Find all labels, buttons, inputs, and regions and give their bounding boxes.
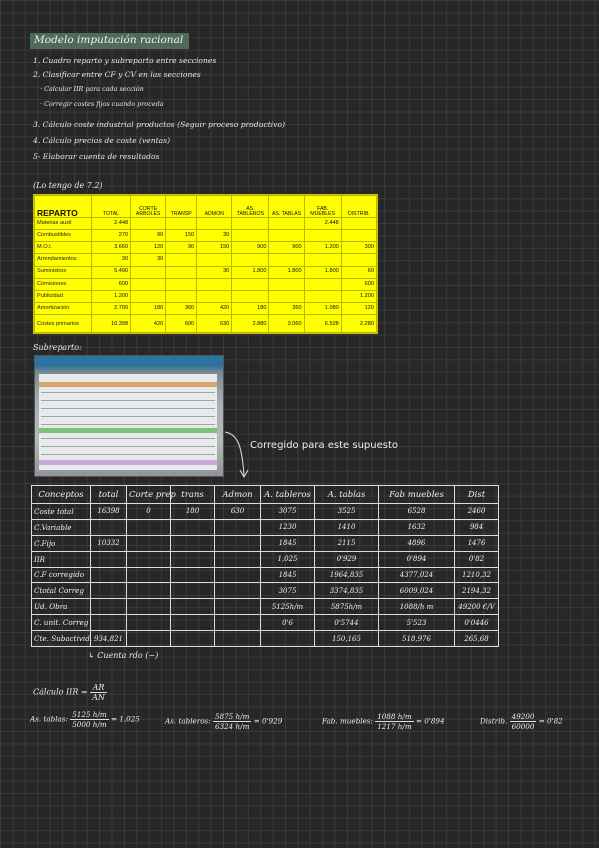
reparto-cell: 360 bbox=[166, 303, 197, 315]
reparto-row-label: Costes primarios bbox=[35, 315, 92, 333]
conceptos-cell: 0'929 bbox=[315, 551, 379, 567]
conceptos-cell: 2460 bbox=[455, 504, 499, 520]
calc-fab-muebles bbox=[322, 712, 445, 731]
subreparto-label: Subreparto: bbox=[33, 343, 82, 352]
conceptos-cell bbox=[171, 599, 215, 615]
reparto-cell bbox=[197, 254, 232, 266]
calc-num: 5125 h/m bbox=[72, 710, 107, 719]
conceptos-cell bbox=[171, 631, 215, 647]
conceptos-cell bbox=[171, 567, 215, 583]
conceptos-col-header: trans bbox=[171, 486, 215, 504]
conceptos-cell bbox=[91, 599, 127, 615]
conceptos-cell: 0'82 bbox=[455, 551, 499, 567]
conceptos-cell bbox=[261, 631, 315, 647]
conceptos-cell bbox=[171, 615, 215, 631]
reparto-cell: 600 bbox=[341, 278, 376, 290]
conceptos-row bbox=[32, 631, 499, 647]
conceptos-cell: 1,025 bbox=[261, 551, 315, 567]
conceptos-cell: 0 bbox=[127, 504, 171, 520]
calc-result: = 0'82 bbox=[538, 716, 563, 726]
step-2b: · Corregir costes fijos cuando proceda bbox=[40, 100, 164, 108]
reparto-cell: 30 bbox=[197, 230, 232, 242]
reparto-cell: 180 bbox=[232, 303, 269, 315]
reparto-row bbox=[35, 315, 377, 333]
reparto-cell bbox=[269, 254, 304, 266]
conceptos-cell: 630 bbox=[215, 504, 261, 520]
conceptos-cell bbox=[127, 599, 171, 615]
subreparto-photo bbox=[34, 355, 224, 477]
conceptos-col-header: total bbox=[91, 486, 127, 504]
reparto-row-label: Materias auxil bbox=[35, 218, 92, 230]
conceptos-row-label: C.Variable bbox=[32, 519, 91, 535]
reparto-cell: 120 bbox=[131, 242, 166, 254]
reparto-cell: 420 bbox=[131, 315, 166, 333]
conceptos-cell bbox=[91, 567, 127, 583]
reparto-col-header: TOTAL bbox=[91, 196, 130, 218]
reparto-row-label: Amortización bbox=[35, 303, 92, 315]
calc-iir-den: AN bbox=[92, 693, 105, 702]
conceptos-cell: 1845 bbox=[261, 567, 315, 583]
reparto-cell bbox=[131, 218, 166, 230]
conceptos-col-header: Admon bbox=[215, 486, 261, 504]
reparto-cell: 420 bbox=[197, 303, 232, 315]
conceptos-cell bbox=[127, 551, 171, 567]
reparto-row bbox=[35, 278, 377, 290]
source-note: (Lo tengo de 7.2) bbox=[33, 181, 103, 190]
conceptos-cell: 265,68 bbox=[455, 631, 499, 647]
conceptos-row bbox=[32, 599, 499, 615]
reparto-row bbox=[35, 218, 377, 230]
reparto-cell bbox=[166, 290, 197, 302]
conceptos-row-label: Ud. Obra bbox=[32, 599, 91, 615]
reparto-cell: 3.060 bbox=[269, 315, 304, 333]
reparto-cell: 900 bbox=[232, 242, 269, 254]
conceptos-cell bbox=[215, 615, 261, 631]
conceptos-cell: 0'5744 bbox=[315, 615, 379, 631]
reparto-cell: 600 bbox=[91, 278, 130, 290]
conceptos-cell: 150,165 bbox=[315, 631, 379, 647]
reparto-cell: 1.800 bbox=[232, 266, 269, 278]
conceptos-col-header: A. tableros bbox=[261, 486, 315, 504]
reparto-cell: 3.660 bbox=[91, 242, 130, 254]
reparto-cell bbox=[131, 266, 166, 278]
conceptos-cell: 1088/h m bbox=[379, 599, 455, 615]
conceptos-cell: 0'894 bbox=[379, 551, 455, 567]
conceptos-cell: 180 bbox=[171, 504, 215, 520]
conceptos-cell bbox=[127, 583, 171, 599]
calc-result: = 0'929 bbox=[253, 716, 283, 726]
conceptos-col-header: A. tablas bbox=[315, 486, 379, 504]
reparto-col-header: TRANSP bbox=[166, 196, 197, 218]
reparto-cell: 16.398 bbox=[91, 315, 130, 333]
calc-label: Distrib. bbox=[480, 716, 508, 726]
conceptos-row-label: Ctotal Correg bbox=[32, 583, 91, 599]
conceptos-cell: 49200 €/V bbox=[455, 599, 499, 615]
reparto-row bbox=[35, 230, 377, 242]
reparto-cell bbox=[341, 218, 376, 230]
conceptos-cell: 1410 bbox=[315, 519, 379, 535]
conceptos-cell bbox=[171, 551, 215, 567]
conceptos-cell bbox=[215, 631, 261, 647]
reparto-row-label: Suministros bbox=[35, 266, 92, 278]
conceptos-cell: 5875h/m bbox=[315, 599, 379, 615]
calc-iir-formula bbox=[33, 683, 107, 702]
cuenta-note: ↳ Cuenta rdo (−) bbox=[88, 651, 159, 660]
conceptos-cell: 518,976 bbox=[379, 631, 455, 647]
conceptos-cell: 1476 bbox=[455, 535, 499, 551]
step-2a: · Calcular IIR para cada sección bbox=[40, 85, 144, 93]
conceptos-cell: 5'523 bbox=[379, 615, 455, 631]
reparto-cell: 1.200 bbox=[91, 290, 130, 302]
calc-as-tablas bbox=[30, 710, 140, 729]
conceptos-cell bbox=[127, 535, 171, 551]
conceptos-col-header: Fab muebles bbox=[379, 486, 455, 504]
reparto-cell bbox=[166, 278, 197, 290]
reparto-cell bbox=[269, 230, 304, 242]
conceptos-cell: 2115 bbox=[315, 535, 379, 551]
conceptos-row-label: C.Fijo bbox=[32, 535, 91, 551]
conceptos-cell bbox=[91, 519, 127, 535]
reparto-cell bbox=[269, 290, 304, 302]
conceptos-cell bbox=[215, 551, 261, 567]
conceptos-cell bbox=[127, 567, 171, 583]
conceptos-cell bbox=[215, 583, 261, 599]
reparto-cell: 1.800 bbox=[269, 266, 304, 278]
reparto-row-label: Combustibles bbox=[35, 230, 92, 242]
conceptos-cell: 3525 bbox=[315, 504, 379, 520]
conceptos-cell bbox=[171, 535, 215, 551]
conceptos-cell bbox=[171, 583, 215, 599]
conceptos-cell bbox=[127, 519, 171, 535]
reparto-cell bbox=[166, 218, 197, 230]
page-title: Modelo imputación racional bbox=[30, 33, 189, 49]
conceptos-cell bbox=[215, 599, 261, 615]
reparto-cell: 630 bbox=[197, 315, 232, 333]
reparto-row-label: Comisiones bbox=[35, 278, 92, 290]
reparto-cell: 1.080 bbox=[304, 303, 341, 315]
reparto-cell: 6.528 bbox=[304, 315, 341, 333]
reparto-cell bbox=[131, 290, 166, 302]
reparto-title: REPARTO bbox=[35, 196, 92, 218]
conceptos-row bbox=[32, 504, 499, 520]
conceptos-row-label: Coste total bbox=[32, 504, 91, 520]
reparto-col-header: DISTRIB. bbox=[341, 196, 376, 218]
calc-iir-num: AR bbox=[90, 683, 107, 693]
reparto-row bbox=[35, 290, 377, 302]
reparto-cell: 60 bbox=[341, 266, 376, 278]
reparto-cell bbox=[232, 278, 269, 290]
reparto-cell bbox=[232, 218, 269, 230]
reparto-cell bbox=[131, 278, 166, 290]
reparto-cell bbox=[197, 278, 232, 290]
calc-den: 60000 bbox=[511, 722, 535, 731]
step-1: 1. Cuadro reparto y subreparto entre secciones bbox=[33, 56, 217, 65]
reparto-cell: 180 bbox=[131, 303, 166, 315]
conceptos-row bbox=[32, 535, 499, 551]
conceptos-row bbox=[32, 567, 499, 583]
conceptos-cell bbox=[215, 519, 261, 535]
reparto-cell: 1.800 bbox=[304, 266, 341, 278]
reparto-col-header: FAB. MUEBLES bbox=[304, 196, 341, 218]
conceptos-cell: 6528 bbox=[379, 504, 455, 520]
reparto-cell: 270 bbox=[91, 230, 130, 242]
conceptos-cell: 0'0446 bbox=[455, 615, 499, 631]
conceptos-cell: 0'6 bbox=[261, 615, 315, 631]
conceptos-row-label: C. unit. Correg bbox=[32, 615, 91, 631]
reparto-cell: 30 bbox=[91, 254, 130, 266]
reparto-cell bbox=[232, 254, 269, 266]
reparto-col-header: AS. TABLEROS bbox=[232, 196, 269, 218]
conceptos-cell: 1964,835 bbox=[315, 567, 379, 583]
arrow-icon bbox=[222, 430, 252, 482]
reparto-cell bbox=[269, 218, 304, 230]
conceptos-cell: 1845 bbox=[261, 535, 315, 551]
reparto-cell: 2.448 bbox=[304, 218, 341, 230]
reparto-cell: 2.448 bbox=[91, 218, 130, 230]
calc-num: 49200 bbox=[511, 712, 535, 721]
conceptos-cell bbox=[215, 535, 261, 551]
reparto-row bbox=[35, 254, 377, 266]
reparto-cell: 300 bbox=[341, 242, 376, 254]
conceptos-cell: 16398 bbox=[91, 504, 127, 520]
conceptos-row bbox=[32, 519, 499, 535]
step-4: 4. Cálculo precios de coste (ventas) bbox=[33, 136, 171, 145]
reparto-cell: 150 bbox=[197, 242, 232, 254]
reparto-cell: 5.490 bbox=[91, 266, 130, 278]
calc-num: 5875 h/m bbox=[214, 712, 250, 721]
reparto-cell bbox=[232, 290, 269, 302]
reparto-cell: 1.200 bbox=[341, 290, 376, 302]
conceptos-cell: 3075 bbox=[261, 583, 315, 599]
conceptos-cell bbox=[91, 615, 127, 631]
conceptos-cell bbox=[171, 519, 215, 535]
reparto-cell bbox=[166, 254, 197, 266]
calc-distrib bbox=[480, 712, 563, 731]
conceptos-cell: 4896 bbox=[379, 535, 455, 551]
reparto-col-header: ADMON bbox=[197, 196, 232, 218]
conceptos-col-header: Corte prep bbox=[127, 486, 171, 504]
reparto-cell: 30 bbox=[197, 266, 232, 278]
step-5: 5- Elaborar cuenta de resultados bbox=[33, 152, 160, 161]
reparto-cell: 120 bbox=[341, 303, 376, 315]
reparto-cell: 2.280 bbox=[341, 315, 376, 333]
conceptos-cell: 1632 bbox=[379, 519, 455, 535]
conceptos-cell bbox=[215, 567, 261, 583]
conceptos-col-header: Dist bbox=[455, 486, 499, 504]
step-2: 2. Clasificar entre CF y CV en las secciones bbox=[33, 70, 201, 79]
conceptos-cell: 6009,024 bbox=[379, 583, 455, 599]
calc-label: Fab. muebles: bbox=[322, 716, 373, 726]
conceptos-cell: 5125h/m bbox=[261, 599, 315, 615]
reparto-cell: 600 bbox=[166, 315, 197, 333]
reparto-row bbox=[35, 242, 377, 254]
conceptos-cell bbox=[127, 615, 171, 631]
calc-label: As. tablas: bbox=[30, 714, 68, 724]
reparto-cell bbox=[304, 254, 341, 266]
conceptos-row bbox=[32, 583, 499, 599]
conceptos-cell bbox=[91, 583, 127, 599]
reparto-cell: 90 bbox=[166, 242, 197, 254]
reparto-cell bbox=[166, 266, 197, 278]
calc-label: As. tableros: bbox=[165, 716, 211, 726]
reparto-cell bbox=[197, 290, 232, 302]
reparto-row-label: Arrendamientos bbox=[35, 254, 92, 266]
reparto-cell bbox=[269, 278, 304, 290]
calc-as-tableros bbox=[165, 712, 282, 731]
conceptos-table bbox=[31, 485, 498, 647]
conceptos-cell: 3374,835 bbox=[315, 583, 379, 599]
conceptos-row-label: IIR bbox=[32, 551, 91, 567]
reparto-cell bbox=[232, 230, 269, 242]
conceptos-cell bbox=[91, 551, 127, 567]
conceptos-cell bbox=[127, 631, 171, 647]
reparto-cell bbox=[304, 290, 341, 302]
reparto-cell bbox=[341, 230, 376, 242]
reparto-cell: 30 bbox=[131, 254, 166, 266]
reparto-cell: 2.880 bbox=[232, 315, 269, 333]
reparto-col-header: CORTE ARBOLES bbox=[131, 196, 166, 218]
conceptos-row bbox=[32, 615, 499, 631]
conceptos-cell: 2194,32 bbox=[455, 583, 499, 599]
reparto-col-header: AS. TABLAS bbox=[269, 196, 304, 218]
conceptos-row bbox=[32, 551, 499, 567]
reparto-row-label: M.O.I. bbox=[35, 242, 92, 254]
calc-iir-label: Cálculo IIR = bbox=[33, 687, 88, 697]
reparto-cell: 1.200 bbox=[304, 242, 341, 254]
corrected-note: Corregido para este supuesto bbox=[250, 440, 398, 451]
reparto-cell: 2.700 bbox=[91, 303, 130, 315]
reparto-cell bbox=[341, 254, 376, 266]
conceptos-col-header: Conceptos bbox=[32, 486, 91, 504]
calc-den: 5000 h/m bbox=[72, 720, 107, 729]
reparto-cell bbox=[304, 278, 341, 290]
conceptos-row-label: Cte. Subactivid. bbox=[32, 631, 91, 647]
calc-num: 1088 h/m bbox=[377, 712, 412, 721]
reparto-row bbox=[35, 266, 377, 278]
calc-result: = 0'894 bbox=[415, 716, 445, 726]
calc-result: = 1,025 bbox=[110, 714, 140, 724]
reparto-cell: 900 bbox=[269, 242, 304, 254]
step-3: 3. Cálculo coste industrial productos (Seguir proceso productivo) bbox=[33, 120, 286, 129]
reparto-row-label: Publicidad bbox=[35, 290, 92, 302]
conceptos-cell: 3075 bbox=[261, 504, 315, 520]
conceptos-cell: 934,821 bbox=[91, 631, 127, 647]
reparto-cell bbox=[197, 218, 232, 230]
conceptos-cell: 1230 bbox=[261, 519, 315, 535]
reparto-cell: 360 bbox=[269, 303, 304, 315]
reparto-cell: 150 bbox=[166, 230, 197, 242]
reparto-cell: 90 bbox=[131, 230, 166, 242]
reparto-row bbox=[35, 303, 377, 315]
reparto-cell bbox=[304, 230, 341, 242]
calc-den: 1217 h/m bbox=[377, 722, 412, 731]
calc-den: 6324 h/m bbox=[214, 722, 250, 731]
conceptos-cell: 10332 bbox=[91, 535, 127, 551]
conceptos-cell: 4377,024 bbox=[379, 567, 455, 583]
conceptos-row-label: C.F corregido bbox=[32, 567, 91, 583]
conceptos-cell: 984 bbox=[455, 519, 499, 535]
reparto-table bbox=[33, 194, 378, 334]
conceptos-cell: 1210,32 bbox=[455, 567, 499, 583]
